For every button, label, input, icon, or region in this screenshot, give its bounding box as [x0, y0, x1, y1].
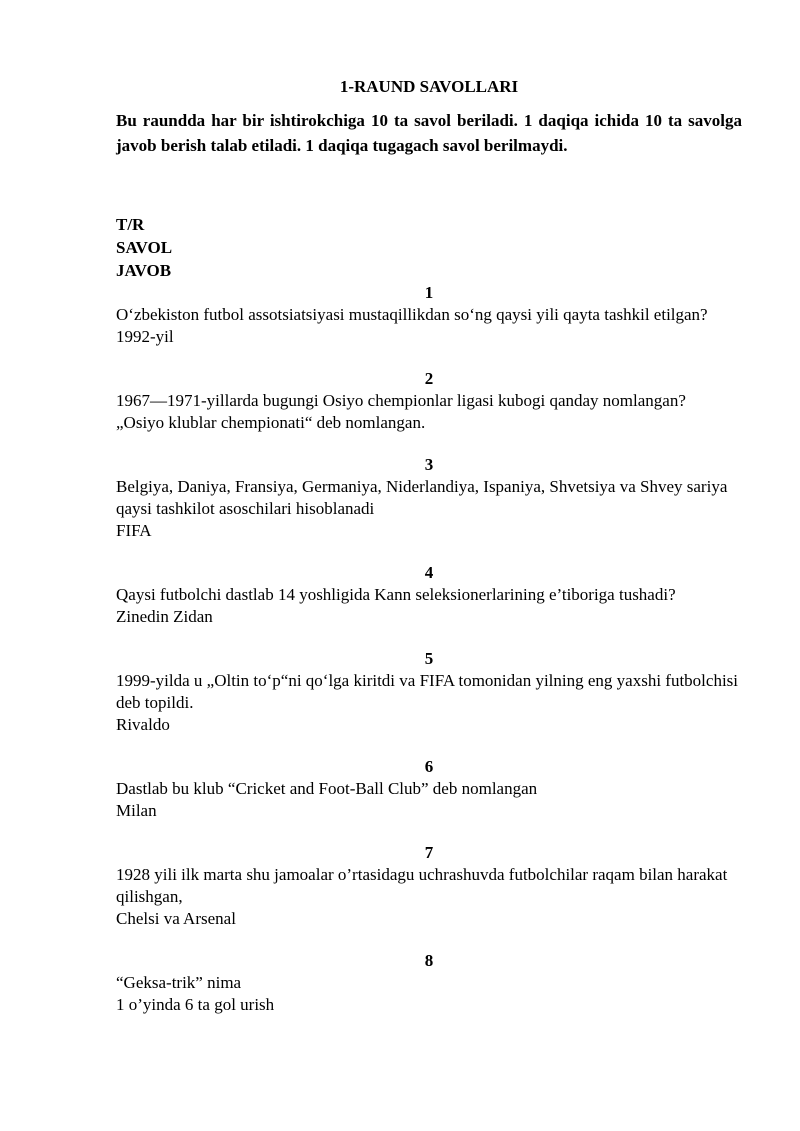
question-number: 4 [424, 563, 434, 582]
answer-text: Chelsi va Arsenal [116, 909, 236, 928]
question-text: Qaysi futbolchi dastlab 14 yoshligida Kann seleksionerlarining e’tiboriga tushadi? [116, 585, 676, 604]
question-number: 5 [424, 649, 434, 668]
column-headers [116, 213, 742, 282]
intro-paragraph: Bu raundda har bir ishtirokchiga 10 ta savol beriladi. 1 daqiqa ichida 10 ta savolga javob berish talab etiladi. 1 daqiqa tugagach savol berilmaydi. [116, 111, 742, 155]
question-number: 6 [424, 757, 434, 776]
question-number: 1 [424, 283, 434, 302]
question-text: O‘zbekiston futbol assotsiatsiyasi mustaqillikdan so‘ng qaysi yili qayta tashkil etilgan? [116, 305, 708, 324]
question-number: 7 [424, 843, 434, 862]
question-number: 3 [424, 455, 434, 474]
question-text: 1999-yilda u „Oltin to‘p“ni qo‘lga kiritdi va FIFA tomonidan yilning eng yaxshi futbolchisi deb topildi. [116, 671, 739, 712]
question-item [116, 756, 742, 822]
header-savol: SAVOL [116, 238, 173, 257]
question-number: 8 [424, 951, 434, 970]
question-number: 2 [424, 369, 434, 388]
answer-text: 1 o’yinda 6 ta gol urish [116, 995, 275, 1014]
question-text: Dastlab bu klub “Cricket and Foot-Ball Club” deb nomlangan [116, 779, 538, 798]
document-page [116, 74, 742, 1016]
answer-text: Rivaldo [116, 715, 170, 734]
page-title: 1-RAUND SAVOLLARI [339, 77, 519, 96]
answer-text: FIFA [116, 521, 152, 540]
question-item [116, 842, 742, 930]
answer-text: 1992-yil [116, 327, 174, 346]
question-item [116, 562, 742, 628]
question-item [116, 454, 742, 542]
header-javob: JAVOB [116, 261, 172, 280]
answer-text: „Osiyo klublar chempionati“ deb nomlangan. [116, 413, 426, 432]
question-item [116, 368, 742, 434]
question-text: 1928 yili ilk marta shu jamoalar o’rtasidagu uchrashuvda futbolchilar raqam bilan harakat qilishgan, [116, 865, 728, 906]
question-item [116, 950, 742, 1016]
question-item [116, 282, 742, 348]
question-list [116, 282, 742, 1016]
question-text: 1967—1971-yillarda bugungi Osiyo chempionlar ligasi kubogi qanday nomlangan? [116, 391, 686, 410]
answer-text: Zinedin Zidan [116, 607, 213, 626]
question-text: Belgiya, Daniya, Fransiya, Germaniya, Niderlandiya, Ispaniya, Shvetsiya va Shvey sariya qaysi tashkilot asoschilari hisoblanadi [116, 477, 728, 518]
question-text: “Geksa-trik” nima [116, 973, 242, 992]
answer-text: Milan [116, 801, 157, 820]
header-tr: T/R [116, 215, 145, 234]
question-item [116, 648, 742, 736]
